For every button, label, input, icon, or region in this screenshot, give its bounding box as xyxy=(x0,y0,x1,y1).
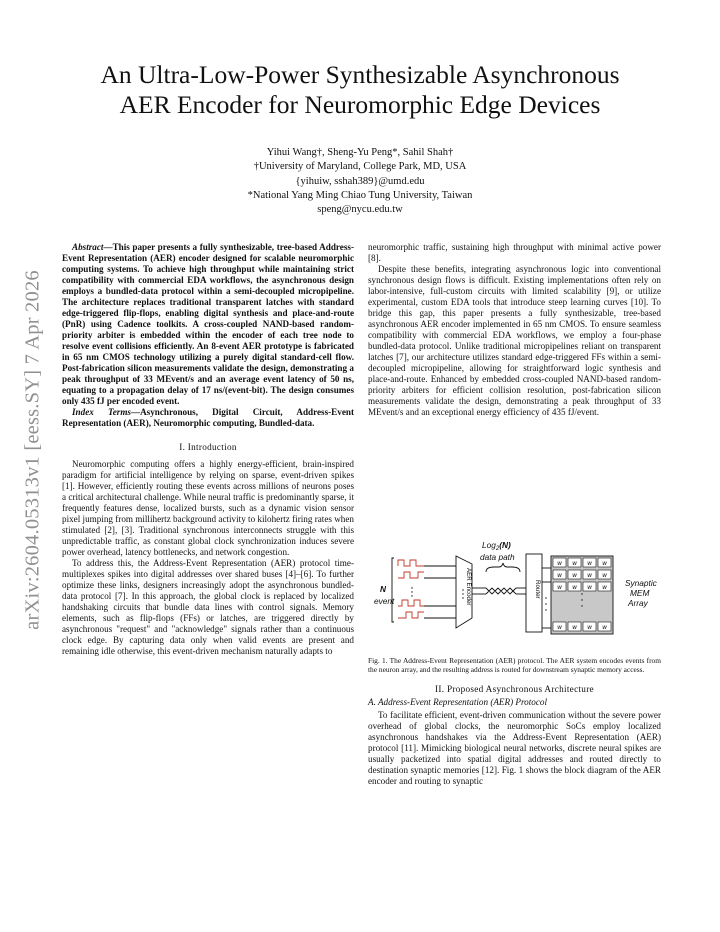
memory-cell-label: w xyxy=(557,561,562,567)
abstract-label: Abstract xyxy=(72,242,104,252)
memory-cell-label: w xyxy=(602,561,607,567)
memory-cell-label: w xyxy=(602,585,607,591)
arxiv-identifier: arXiv:2604.05313v1 [eess.SY] 7 Apr 2026 xyxy=(21,270,44,630)
spike-train-2 xyxy=(398,572,424,578)
right-column-top xyxy=(368,242,661,418)
right-column-bottom xyxy=(368,684,661,787)
synaptic-label-1: Synaptic xyxy=(625,578,657,588)
section-2-heading: II. Proposed Asynchronous Architecture xyxy=(435,684,594,694)
event-bracket xyxy=(392,558,394,622)
memory-cell-label: w xyxy=(587,573,592,579)
intro-paragraph-1: Neuromorphic computing offers a highly energy-efficient, brain-inspired paradigm for artificial intelligence by relying on sparse, event-driven spikes [1]. However, efficiently routing these events across millions of neurons poses a critical architectural challenge. While neural traffic is predominantly sparse, it frequently features dense, localized bursts, such as a dynamic vision sensor pixel jumping from millihertz background activity to kilohertz firing rates when stimulated [2], [3]. Traditional synchronous interconnects struggle with this unpredictable traffic, as constant global clock synchronization induces severe power overhead, latency bottlenecks, and network congestion. xyxy=(62,459,354,557)
right-paragraph-3: To facilitate efficient, event-driven communication without the severe power overhead of global clocks, the neuromorphic SoCs employ localized asynchronous handshakes via the Address-Event Representation (AER) protocol [11]. Mimicking biological neural networks, discrete neural spikes are usually packetized into spatial digital addresses and routed directly to destination synaptic memories [12]. Fig. 1 shows the block diagram of the AER encoder and routing to synaptic xyxy=(368,710,661,786)
memory-cell-label: w xyxy=(572,585,577,591)
email-1: {yihuiw, sshah389}@umd.edu xyxy=(295,175,425,187)
affiliation-2: *National Yang Ming Chiao Tung University, Taiwan xyxy=(247,189,473,201)
section-2a-heading: A. Address-Event Representation (AER) Protocol xyxy=(368,697,547,707)
memory-cell-label: w xyxy=(587,561,592,567)
author-block xyxy=(0,146,720,217)
abstract-text: —This paper presents a fully synthesizable, tree-based Address-Event Representation (AER) encoder designed for scalable neuromorphic computing systems. To achieve high throughput while maintaining strict compatibility with commercial EDA workflows, the asynchronous design employs a bundled-data protocol within a semi-decoupled micropipeline. The architecture replaces traditional transparent latches with standard edge-triggered flip-flops, enabling digital synthesis and place-and-route (PnR) using Cadence toolkits. A cross-coupled NAND-based random-priority arbiter is embedded within the encoder of each tree node to resolve event collisions efficiently. An 8-event AER prototype is fabricated in 65 nm CMOS technology utilizing a purely digital standard-cell flow. Post-fabrication silicon measurements validate the design, demonstrating a peak throughput of 33 MEvent/s and an average event latency of 50 ns, equating to a propagation delay of 17 ns/(event-bit). The design consumes only 435 fJ per encoded event. xyxy=(62,242,354,406)
left-column xyxy=(62,242,354,657)
bus-cross xyxy=(486,588,516,594)
log-n-label: Log$_2$(N) xyxy=(482,540,511,552)
memory-cell-label: w xyxy=(572,561,577,567)
paper-title xyxy=(0,60,720,120)
intro-paragraph-2: To address this, the Address-Event Representation (AER) protocol time-multiplexes spikes into digital addresses over shared buses [4]–[6]. To further optimize these links, designers increasingly adopt the asynchronous bundled-data protocol [7]. In this approach, the global clock is replaced by localized handshaking circuits that bundle data lines with control signals. Memory elements, such as flip-flops (FFs) or latches, are triggered directly by asynchronous "request" and "acknowledge" signals rather than a continuous clock edge. By capturing data only when valid events are present and remaining idle otherwise, this event-driven mechanism naturally adapts to xyxy=(62,558,354,656)
synaptic-label-3: Array xyxy=(628,598,648,608)
index-terms-text: —Asynchronous, Digital Circuit, Address-Event Representation (AER), Neuromorphic computing, Bundled-data. xyxy=(62,407,354,428)
spike-train-3 xyxy=(398,600,424,606)
data-path-brace xyxy=(486,563,520,572)
arxiv-side-stamp xyxy=(12,240,54,660)
index-terms-label: Index Terms xyxy=(72,407,131,417)
memory-cell-label: w xyxy=(557,573,562,579)
synaptic-label-2: MEM xyxy=(630,588,650,598)
spike-train-1 xyxy=(398,560,424,566)
figure-1-caption: Fig. 1. The Address-Event Representation (AER) protocol. The AER system encodes events from the neuron array, and the resulting address is routed for downstream synaptic memory access. xyxy=(368,656,661,674)
right-paragraph-2: Despite these benefits, integrating asynchronous logic into conventional synchronous design flows is difficult. Existing implementations often rely on labor-intensive, full-custom circuits with limited scalability [9], or utilize experimental, custom EDA tools that introduce steep learning curves [10]. To bridge this gap, this paper presents a fully synthesizable, tree-based asynchronous AER encoder implemented in 65 nm CMOS. To ensure seamless compatibility with commercial EDA workflows, we employ a four-phase bundled-data protocol. Unlike traditional micropipelines reliant on transparent latches [7], our architecture utilizes standard edge-triggered FFs within a semi-decoupled micropipeline, allowing for straightforward logic synthesis and place-and-route. Enhanced by embedded cross-coupled NAND-based random-priority arbiters for efficient collision resolution, post-fabrication silicon measurements validate the design, demonstrating a peak throughput of 33 MEvent/s and an exceptional energy efficiency of 435 fJ/event. xyxy=(368,264,661,417)
title-line-1: An Ultra-Low-Power Synthesizable Asynchronous xyxy=(100,60,620,89)
memory-cell-label: w xyxy=(587,585,592,591)
memory-cell-label: w xyxy=(557,625,562,631)
data-path-label: data path xyxy=(480,552,515,562)
memory-cell-label: w xyxy=(572,573,577,579)
aer-block-diagram xyxy=(368,534,661,652)
spike-train-4 xyxy=(398,612,424,618)
affiliation-1: †University of Maryland, College Park, MD, USA xyxy=(253,161,467,173)
abstract xyxy=(62,242,354,407)
email-2: speng@nycu.edu.tw xyxy=(317,204,403,216)
title-line-2: AER Encoder for Neuromorphic Edge Devices xyxy=(119,90,601,119)
author-names: Yihui Wang†, Sheng-Yu Peng*, Sahil Shah† xyxy=(266,147,454,158)
section-1-heading: I. Introduction xyxy=(179,442,237,452)
memory-cell-label: w xyxy=(572,625,577,631)
router-label: Router xyxy=(534,580,541,599)
aer-encoder-label: AER Encoder xyxy=(465,568,472,606)
memory-cell-label: w xyxy=(602,625,607,631)
event-label: event xyxy=(374,596,395,606)
n-label: N xyxy=(380,584,386,594)
index-terms xyxy=(62,407,354,429)
memory-cell-label: w xyxy=(602,573,607,579)
figure-1 xyxy=(368,534,661,652)
right-paragraph-1: neuromorphic traffic, sustaining high throughput with minimal active power [8]. xyxy=(368,242,661,263)
memory-cell-label: w xyxy=(587,625,592,631)
memory-cell-label: w xyxy=(557,585,562,591)
